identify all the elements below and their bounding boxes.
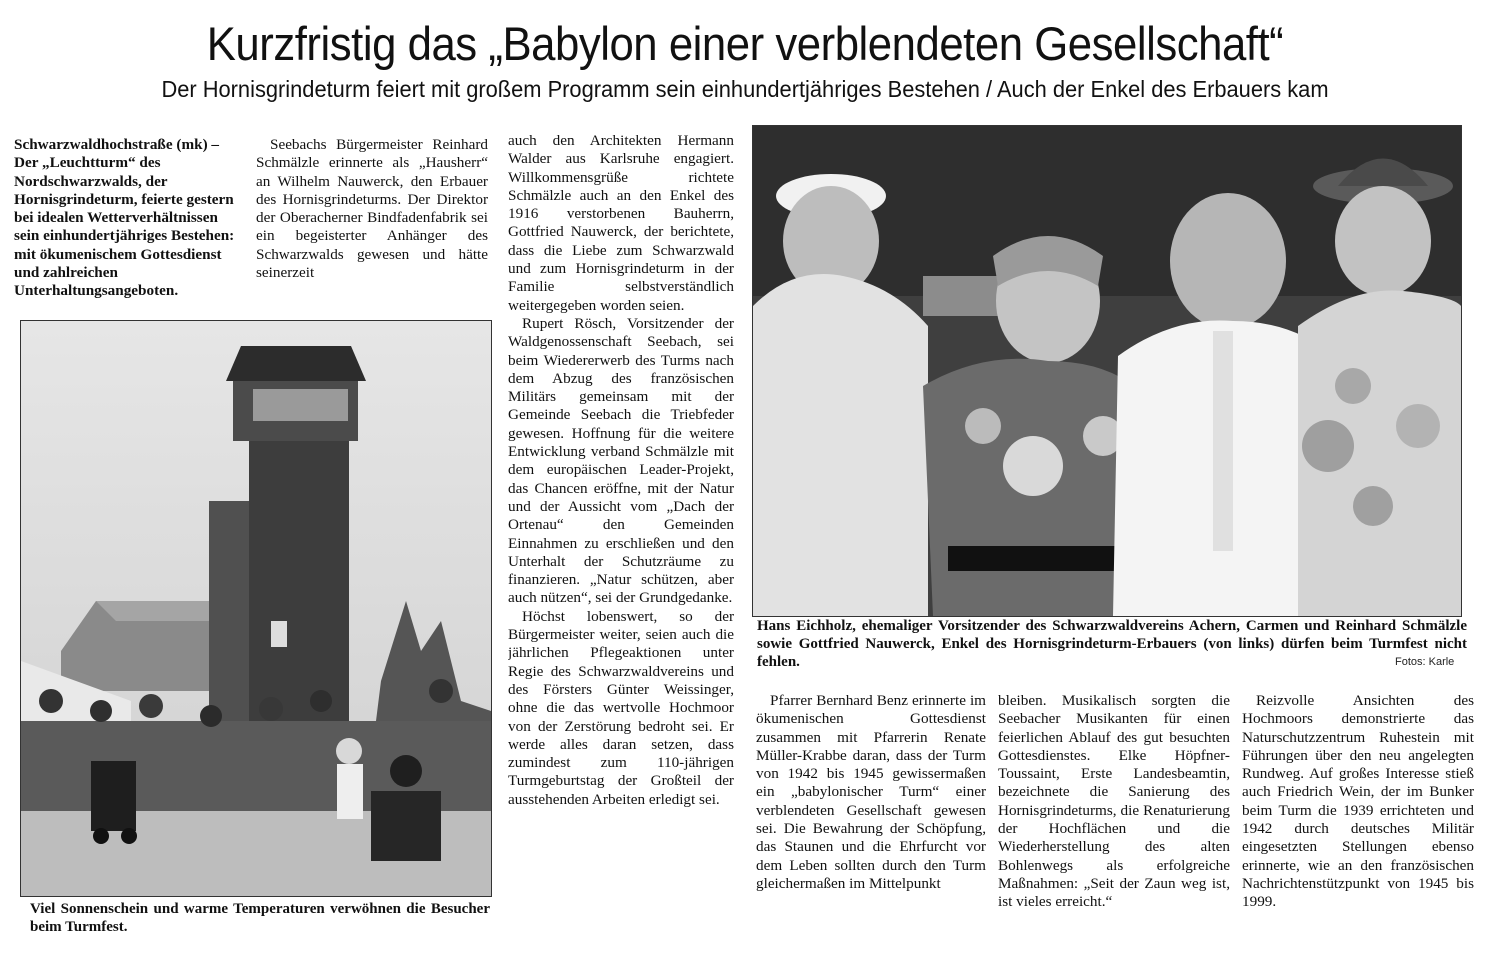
column-5 — [998, 692, 1230, 938]
tower-photo-caption: Viel Sonnenschein und warme Temperaturen verwöhnen die Besucher beim Turmfest. — [30, 901, 490, 935]
column-2 — [256, 136, 488, 306]
group-photo — [752, 125, 1462, 617]
photo-credit: Fotos: Karle — [1395, 656, 1455, 668]
lead-column — [14, 136, 240, 306]
headline: Kurzfristig das „Babylon einer verblendeten Gesellschaft“ — [206, 17, 1284, 70]
col5-paragraph: bleiben. Musikalisch sorgten die Seebacher Musikanten für einen feierlichen Ablauf des gut besuchten Gottesdienstes. Elke Höpfner-Toussaint, Erste Landesbeamtin, bezeichnete die Sanierung des Hornisgrindeturms, die Renaturierung der Hochflächen und die Wiederherstellung des alten Bohlenwegs als erfolgreiche Maßnahmen: „Seit der Zaun weg ist, ist vieles erreicht.“ — [998, 692, 1230, 911]
group-photo-illustration — [753, 126, 1461, 616]
tower-photo — [20, 320, 492, 897]
column-4 — [756, 692, 986, 938]
col2-paragraph: Seebachs Bürgermeister Reinhard Schmälzle erinnerte als „Hausherr“ an Wilhelm Nauwerck, den Erbauer des Hornisgrindeturms. Der Direktor der Oberacherner Bindfadenfabrik sei ein begeisterter Anhänger des Schwarzwalds gewesen und hätte seinerzeit — [256, 136, 488, 282]
col3-paragraph-2: Rupert Rösch, Vorsitzender der Waldgenossenschaft Seebach, sei beim Wiedererwerb des Turms nach dem Abzug des französischen Militärs gemeinsam mit der Gemeinde Seebach die Triebfeder gewesen. Hoffnung für die weitere Entwicklung verband Schmälzle mit dem europäischen Leader-Projekt, das Chancen eröffne, mit der Natur und der Aussicht vom „Dach der Ortenau“ den Gemeinden Einnahmen zu erschließen und den Unterhalt der Schutzräume zu finanzieren. „Natur schützen, aber auch nützen“, sei der Grundgedanke. — [508, 314, 734, 607]
group-photo-caption: Hans Eichholz, ehemaliger Vorsitzender des Schwarzwaldvereins Achern, Carmen und Reinhard Schmälzle sowie Gottfried Nauwerck, Enkel des Hornisgrindeturm-Erbauers (von links) dürfen beim Turmfest nicht fehlen. — [757, 618, 1467, 670]
subheadline: Der Hornisgrindeturm feiert mit großem Programm sein einhundertjähriges Bestehen / Auch der Enkel des Erbauers kam — [161, 76, 1329, 102]
col3-paragraph-1: auch den Architekten Hermann Walder aus Karlsruhe engagiert. Willkommensgrüße richtete Schmälzle auch an den Enkel des 1916 verstorbenen Bauherrn, Gottfried Nauwerck, der berichtete, dass die Liebe zum Schwarzwald und zum Hornisgrindeturm in der Familie selbstverständlich weitergegeben worden seien. — [508, 132, 734, 314]
tower-photo-illustration — [21, 321, 491, 896]
col4-paragraph: Pfarrer Bernhard Benz erinnerte im ökumenischen Gottesdienst zusammen mit Pfarrerin Renate Müller-Krabbe daran, dass der Turm von 1942 bis 1945 gewissermaßen ein „babylonischer Turm“ einer verblendeten Gesellschaft gewesen sei. Die Bewahrung der Schöpfung, das Staunen und die Ehrfurcht vor dem Leben sollten durch den Turm gleichermaßen im Mittelpunkt — [756, 692, 986, 892]
column-6 — [1242, 692, 1474, 938]
col3-paragraph-3: Höchst lobenswert, so der Bürgermeister weiter, seien auch die jährlichen Pflegeaktionen unter Regie des Schwarzwaldvereins und des Försters Günter Weissinger, ohne die das wertvolle Hochmoor von der Zerstörung bedroht sei. Er werde alles daran setzen, dass zumindest zum 110-jährigen Turmgeburtstag der Großteil der ausstehenden Arbeiten erledigt sei. — [508, 607, 734, 808]
column-3 — [508, 132, 734, 938]
lead-text: Schwarzwaldhochstraße (mk) – Der „Leuchtturm“ des Nordschwarzwalds, der Hornisgrindeturm, feierte gestern bei idealen Wetterverhältnissen sein einhundertjähriges Bestehen: mit ökumenischem Gottesdienst und zahlreichen Unterhaltungsangeboten. — [14, 136, 235, 300]
col6-paragraph: Reizvolle Ansichten des Hochmoors demonstrierte das Naturschutzzentrum Ruhestein mit Führungen über den neu angelegten Rundweg. Auf großes Interesse stieß auch Friedrich Wein, der im Bunker beim Turm die 1939 errichteten und 1942 durch deutsches Militär eingesetzten Stellungen ebenso erinnerte, wie an den französischen Nachrichtenstützpunkt von 1945 bis 1999. — [1242, 692, 1474, 911]
